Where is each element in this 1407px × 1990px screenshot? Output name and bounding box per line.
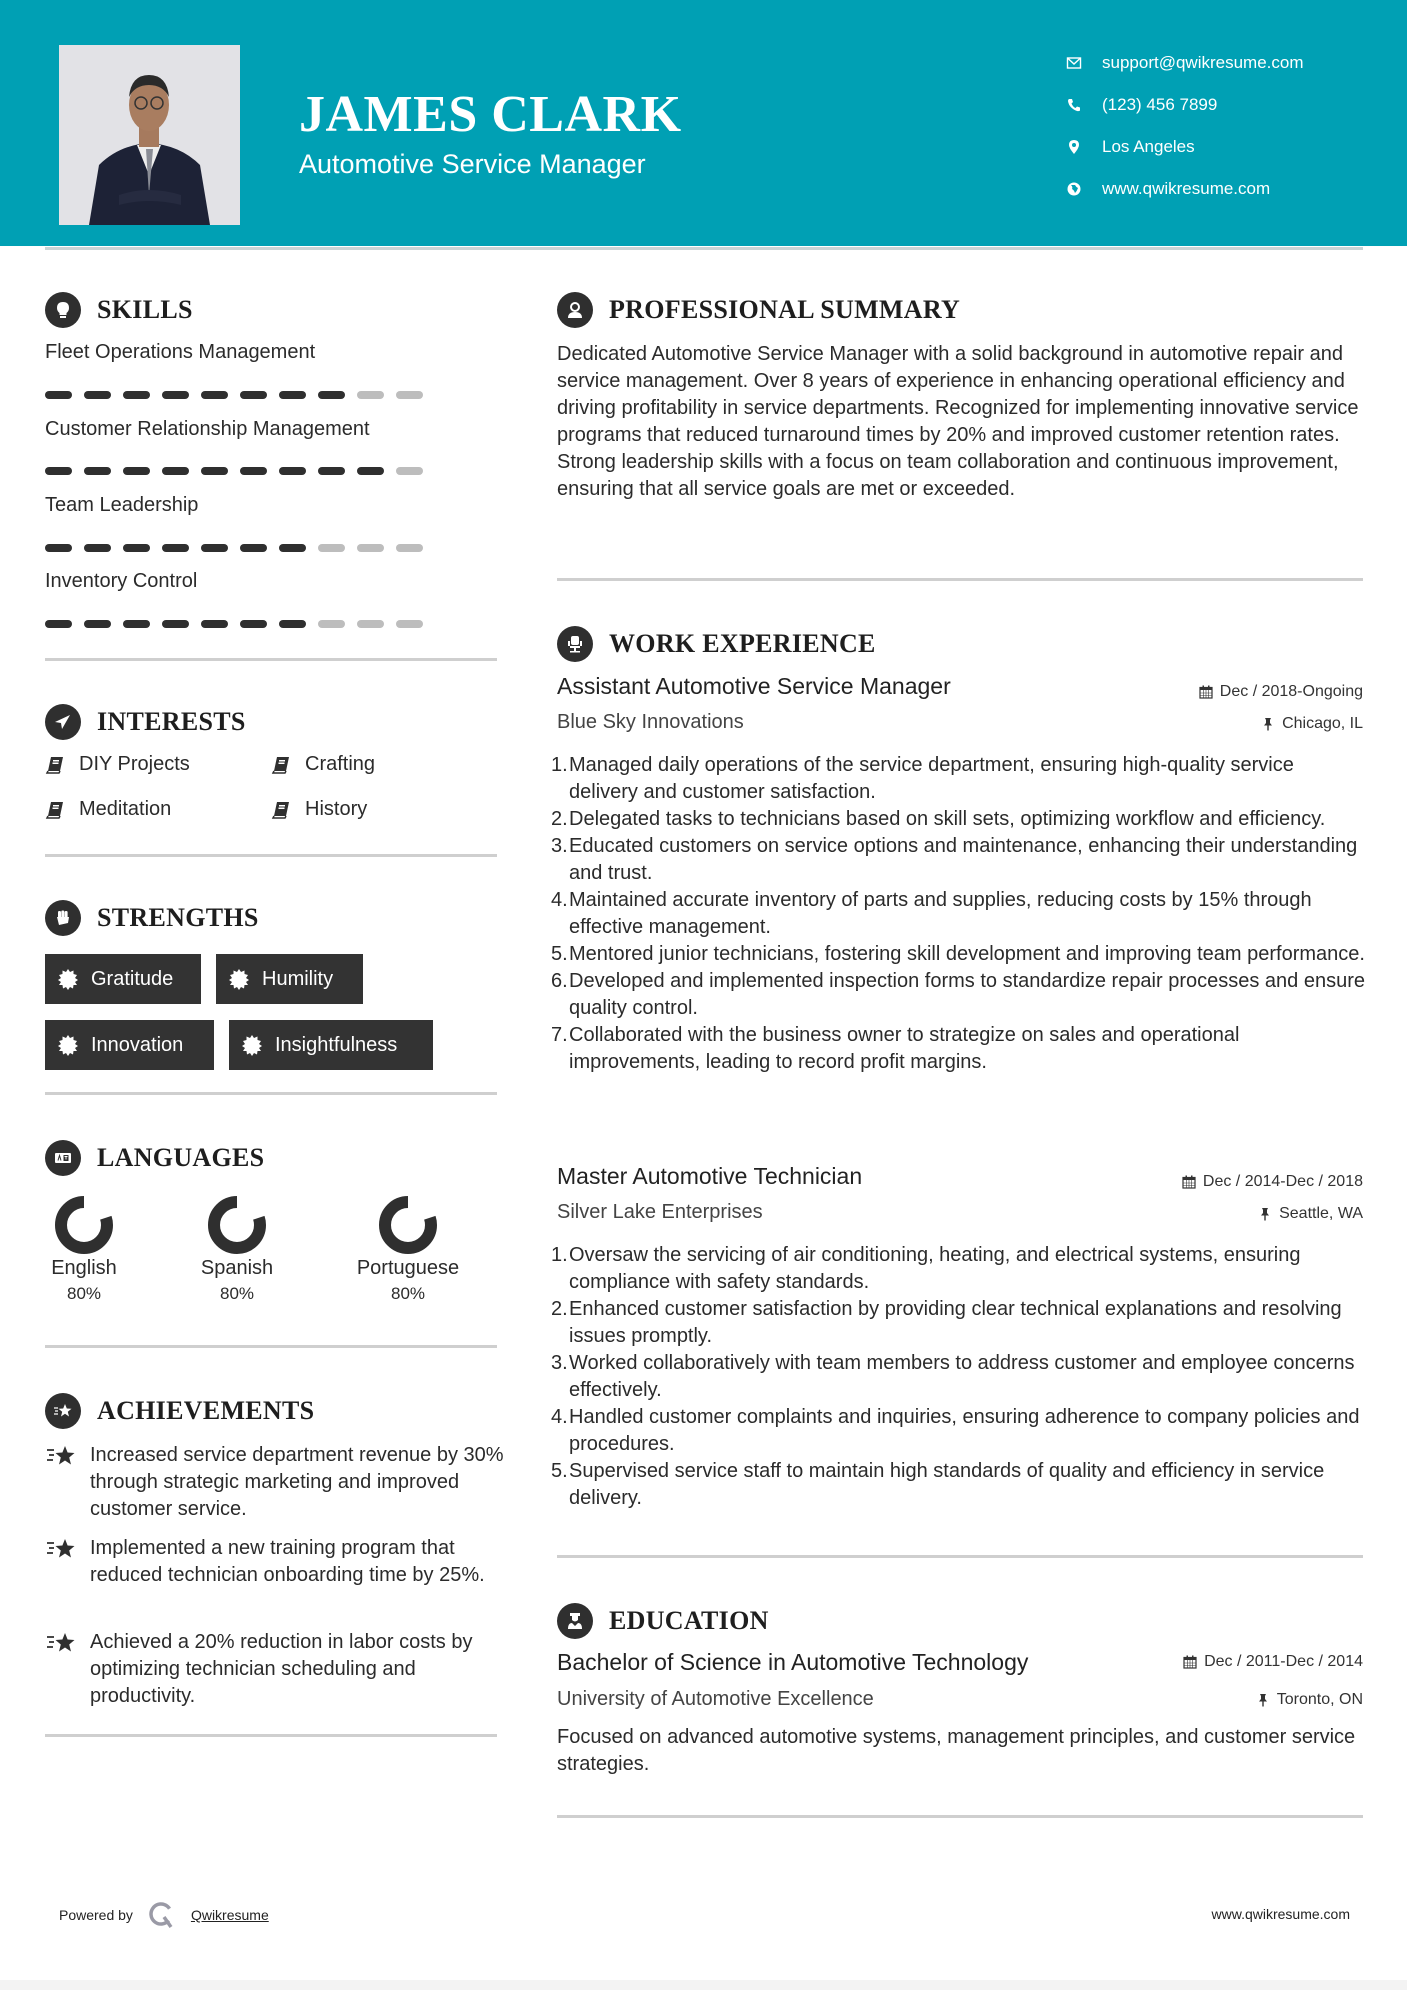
globe-icon [1066,181,1082,197]
achievement-text: Achieved a 20% reduction in labor costs by optimizing technician scheduling and productivity. [90,1631,473,1707]
candidate-title: Automotive Service Manager [299,149,646,179]
map-marker-icon [1066,139,1082,155]
lightbulb-icon [45,292,81,328]
responsibility-item: 7. Collaborated with the business owner to strategize on sales and operational improvements, leading to record profit margins. [551,1024,1240,1073]
job-title: Assistant Automotive Service Manager [557,673,951,699]
envelope-icon [1066,55,1082,71]
responsibility-item: 4. Maintained accurate inventory of parts and supplies, reducing costs by 15% through effective management. [551,889,1312,938]
qwikresume-link[interactable]: Qwikresume [190,1907,269,1923]
job-location-text: Seattle, WA [1279,1205,1363,1222]
achievement-item [45,1629,505,1710]
achievement-item [45,1442,505,1523]
skill-rating-bar [45,620,423,628]
job-responsibilities [551,1242,1367,1512]
language-item [333,1193,483,1304]
pushpin-icon [1258,1207,1272,1221]
language-item [9,1193,159,1304]
skill-name: Team Leadership [45,494,199,516]
contact-list [1066,42,1304,210]
education-heading [557,1603,769,1639]
language-icon [45,1140,81,1176]
interests-heading [45,704,246,740]
education-description: Focused on advanced automotive systems, management principles, and customer service strategies. [557,1726,1356,1775]
book-icon [271,800,291,820]
responsibility-item: 6. Developed and implemented inspection forms to standardize repair processes and ensure quality control. [551,970,1366,1019]
language-percent: 80% [219,1284,255,1303]
contact-email-text: support@qwikresume.com [1102,53,1304,72]
book-icon [45,755,65,775]
phone-icon [1066,97,1082,113]
job-location [1261,715,1363,733]
strength-label: Innovation [91,1033,184,1056]
education-location [1256,1691,1363,1709]
badge-icon [57,968,79,990]
job-title: Master Automotive Technician [557,1163,863,1189]
responsibility-item: 4. Handled customer complaints and inquiries, ensuring adherence to company policies and procedures. [551,1406,1360,1455]
summary-heading [557,292,960,328]
job-dates-text: Dec / 2014-Dec / 2018 [1202,1173,1363,1190]
portrait-image [59,45,240,225]
job-location [1258,1205,1363,1223]
profile-photo [59,45,240,225]
interest-label: History [305,798,368,820]
powered-by-label: Powered by [59,1907,133,1923]
education-dates-text: Dec / 2011-Dec / 2014 [1204,1653,1363,1670]
strength-tag [45,1020,214,1070]
education-dates [1183,1653,1363,1671]
paper-plane-icon [45,704,81,740]
education-location-text: Toronto, ON [1276,1691,1363,1708]
book-icon [271,755,291,775]
user-icon [557,292,593,328]
badge-icon [57,1034,79,1056]
section-divider [557,578,1363,581]
skills-heading [45,292,193,328]
shooting-star-icon [45,1444,77,1470]
job-dates-text: Dec / 2018-Ongoing [1219,683,1363,700]
language-name: Portuguese [356,1257,460,1279]
responsibility-item: 3. Worked collaboratively with team members to address customer and employee concerns effectively. [551,1352,1355,1401]
job-dates [1182,1173,1363,1191]
footer-powered-by [59,1900,269,1930]
interests-title: INTERESTS [97,707,246,736]
achievement-item [45,1535,505,1589]
strength-tag [45,954,201,1004]
skill-name: Fleet Operations Management [45,341,316,363]
company-name: Silver Lake Enterprises [557,1201,763,1223]
section-divider [45,1345,497,1348]
calendar-icon [1199,685,1213,699]
summary-title: PROFESSIONAL SUMMARY [609,295,961,324]
pushpin-icon [1261,717,1275,731]
skills-title: SKILLS [97,295,193,324]
responsibility-item: 3. Educated customers on service options and maintenance, enhancing their understanding and trust. [551,835,1358,884]
skill-rating-bar [45,391,423,399]
qwikresume-logo-icon [147,1900,177,1930]
language-item [162,1193,312,1304]
section-divider [45,1734,497,1737]
degree-title: Bachelor of Science in Automotive Technology [557,1649,1029,1675]
interest-item [271,798,367,821]
education-title: EDUCATION [609,1606,769,1635]
contact-website-text: www.qwikresume.com [1102,179,1271,198]
contact-phone[interactable] [1066,84,1304,126]
footer-website-link[interactable]: www.qwikresume.com [1211,1906,1350,1922]
section-divider [45,854,497,857]
job-responsibilities [551,752,1367,1076]
interest-label: DIY Projects [79,753,190,775]
job-dates [1199,683,1363,701]
shooting-star-icon [45,1631,77,1657]
fist-icon [45,900,81,936]
badge-icon [228,968,250,990]
languages-title: LANGUAGES [97,1143,265,1172]
responsibility-item: 1. Oversaw the servicing of air conditioning, heating, and electrical systems, ensuring compliance with safety standards. [551,1244,1301,1293]
section-divider [557,1555,1363,1558]
experience-heading [557,626,876,662]
responsibility-item: 2. Enhanced customer satisfaction by providing clear technical explanations and resolving issues promptly. [551,1298,1342,1347]
achievement-text: Increased service department revenue by 30% through strategic marketing and improved customer service. [90,1444,504,1520]
responsibility-item: 1. Managed daily operations of the service department, ensuring high-quality service delivery and customer satisfaction. [551,754,1294,803]
strength-label: Gratitude [91,967,174,990]
contact-website[interactable] [1066,168,1304,210]
summary-text: Dedicated Automotive Service Manager with a solid background in automotive repair and service management. Over 8 years of experience in enhancing operational efficiency and driving profitability in service departments. Recognized for implementing innovative service programs that reduced turnaround times by 20% and improved customer retention rates. Strong leadership skills with a focus on team collaboration and continuous improvement, ensuring that all service goals are met or exceeded. [557,343,1359,500]
section-divider [557,1815,1363,1818]
strength-label: Insightfulness [275,1033,398,1056]
responsibility-item: 5. Supervised service staff to maintain high standards of quality and efficiency in service delivery. [551,1460,1325,1509]
strength-label: Humility [262,967,334,990]
header-divider [45,247,1363,250]
star-badge-icon [45,1393,81,1429]
strengths-heading [45,900,259,936]
language-progress-ring [376,1193,440,1257]
languages-heading [45,1140,264,1176]
job-location-text: Chicago, IL [1282,715,1363,732]
language-percent: 80% [66,1284,102,1303]
skill-name: Customer Relationship Management [45,418,370,440]
contact-location [1066,126,1304,168]
interest-label: Crafting [305,753,376,775]
calendar-icon [1182,1175,1196,1189]
achievement-text: Implemented a new training program that reduced technician onboarding time by 25%. [90,1537,485,1586]
skill-name: Inventory Control [45,570,198,592]
responsibility-item: 5. Mentored junior technicians, fostering skill development and improving team performance. [551,943,1365,965]
language-progress-ring [205,1193,269,1257]
language-percent: 80% [390,1284,426,1303]
contact-location-text: Los Angeles [1102,137,1195,156]
interest-item [271,753,375,776]
book-icon [45,800,65,820]
contact-email[interactable] [1066,42,1304,84]
resume-header [0,0,1407,246]
graduate-icon [557,1603,593,1639]
skill-rating-bar [45,467,423,475]
interest-label: Meditation [79,798,172,820]
pushpin-icon [1256,1693,1270,1707]
contact-phone-text: (123) 456 7899 [1102,95,1218,114]
language-progress-ring [52,1193,116,1257]
candidate-name: JAMES CLARK [299,86,682,143]
office-chair-icon [557,626,593,662]
page-bottom-edge [0,1980,1407,1990]
responsibility-item: 2. Delegated tasks to technicians based on skill sets, optimizing workflow and efficiency. [551,808,1326,830]
strength-tag [229,1020,433,1070]
experience-title: WORK EXPERIENCE [609,629,876,658]
language-name: English [51,1257,117,1279]
skill-rating-bar [45,544,423,552]
language-name: Spanish [200,1257,274,1279]
strength-tag [216,954,363,1004]
school-name: University of Automotive Excellence [557,1688,874,1710]
section-divider [45,1092,497,1095]
achievements-title: ACHIEVEMENTS [97,1396,315,1425]
shooting-star-icon [45,1537,77,1563]
strengths-title: STRENGTHS [97,903,259,932]
interest-item [45,798,171,821]
section-divider [45,658,497,661]
badge-icon [241,1034,263,1056]
calendar-icon [1183,1655,1197,1669]
achievements-heading [45,1393,314,1429]
company-name: Blue Sky Innovations [557,711,744,733]
interest-item [45,753,190,776]
